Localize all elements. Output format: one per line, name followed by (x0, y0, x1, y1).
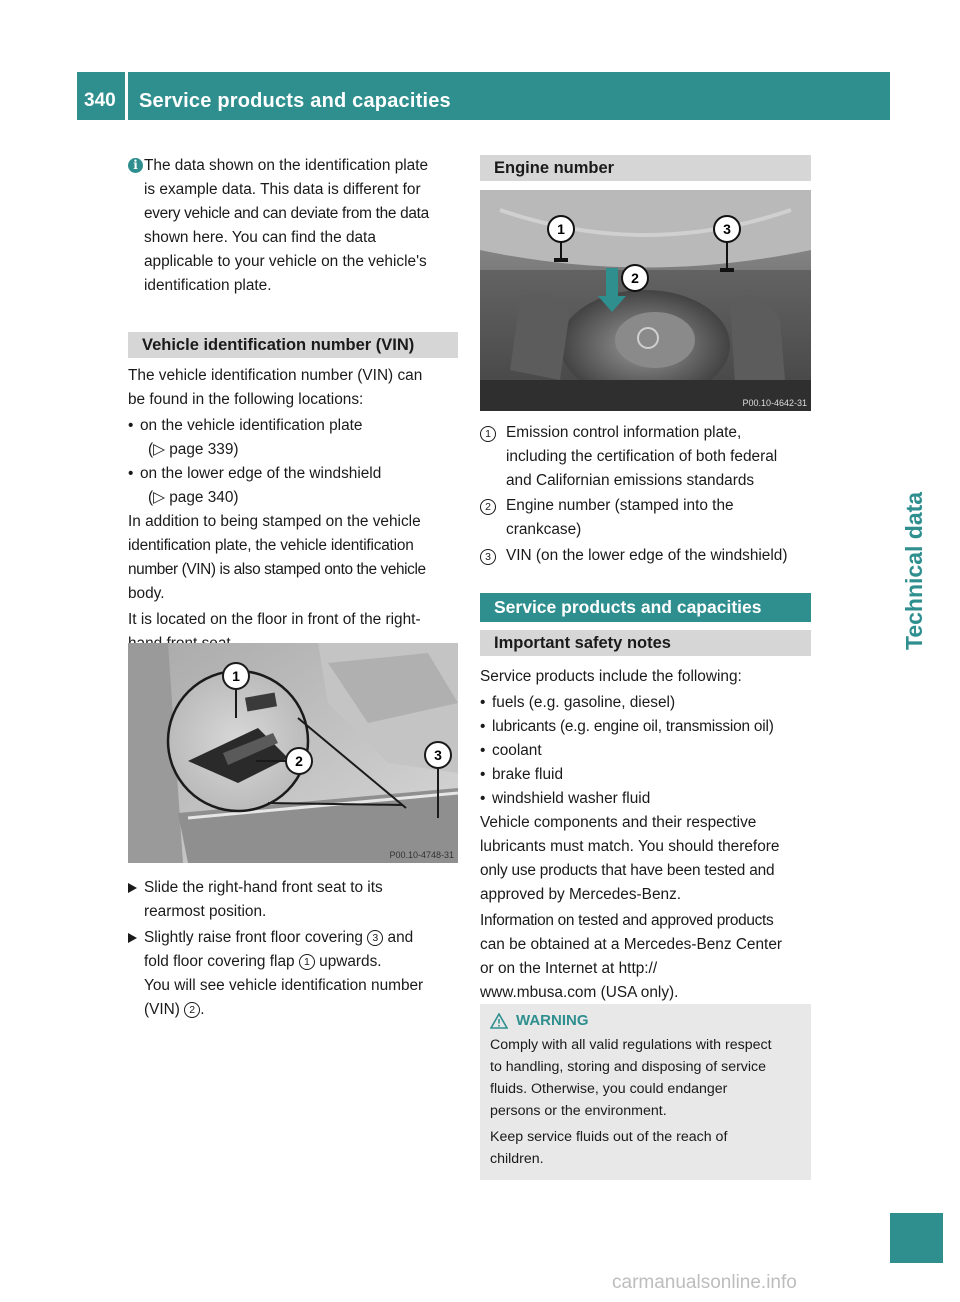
text-line: persons or the environment. (490, 1103, 667, 1119)
text-span: . (200, 1001, 205, 1018)
warning-box (480, 1004, 811, 1180)
warning-paragraph (490, 1034, 801, 1122)
components-text (480, 811, 815, 907)
service-products-text (480, 665, 815, 1005)
vin-floor-photo (128, 643, 458, 863)
location-list (128, 414, 462, 510)
text-line: Information on tested and approved products (480, 912, 774, 929)
warning-title: WARNING (516, 1012, 589, 1029)
info-line: shown here. You can find the data (144, 229, 376, 246)
text-line: VIN (on the lower edge of the windshield) (506, 547, 788, 564)
engine-number-heading: Engine number (480, 155, 811, 181)
side-tab-marker (890, 1213, 943, 1263)
page-title: Service products and capacities (139, 90, 451, 112)
info-note (128, 154, 462, 298)
section-heading: Service products and capacities (480, 593, 811, 622)
approved-info-text (480, 909, 815, 1005)
legend-item (480, 494, 815, 542)
text-line: Emission control information plate, (506, 424, 742, 441)
list-item: • on the lower edge of the windshield (128, 462, 462, 486)
text-line: In addition to being stamped on the vehicle (128, 513, 421, 530)
text-span: (VIN) (144, 1001, 185, 1018)
list-item: • on the vehicle identification plate (128, 414, 462, 438)
text-line: including the certification of both federal (506, 448, 778, 465)
text-line: lubricants must match. You should therefore (480, 838, 780, 855)
step-arrow-icon (128, 883, 137, 893)
list-item: • brake fluid (480, 763, 815, 787)
left-column (128, 154, 462, 656)
callout-1: 1 (557, 221, 565, 237)
text-line: www.mbusa.com (USA only). (480, 984, 679, 1001)
legend-item (480, 544, 815, 568)
legend-item (480, 421, 815, 493)
text-line: Engine number (stamped into the (506, 497, 734, 514)
products-list (480, 691, 815, 811)
text-line: be found in the following locations: (128, 391, 364, 408)
info-icon: i (128, 158, 143, 173)
text-line: and Californian emissions standards (506, 472, 755, 489)
left-steps (128, 876, 462, 1022)
footer-watermark: carmanualsonline.info (612, 1272, 797, 1293)
info-line: applicable to your vehicle on the vehicle's (144, 253, 427, 270)
legend-marker: 3 (480, 549, 496, 565)
engine-bay-photo (480, 190, 811, 411)
text-line: or on the Internet at http:// (480, 960, 658, 977)
list-item: • windshield washer fluid (480, 787, 815, 811)
vin-intro (128, 364, 462, 412)
text-line: Service products include the following: (480, 668, 742, 685)
text-span: and (383, 929, 414, 946)
info-line: every vehicle and can deviate from the data (144, 205, 429, 222)
text-line: Slide the right-hand front seat to its (144, 879, 383, 896)
warning-triangle-icon (490, 1013, 508, 1029)
side-tab-label (893, 90, 933, 650)
marker-1: 1 (299, 954, 315, 970)
step-item (128, 876, 462, 924)
text-line: Vehicle components and their respective (480, 814, 757, 831)
vin-heading: Vehicle identification number (VIN) (128, 332, 458, 358)
page-ref-link[interactable]: (▷ page 340) (148, 489, 239, 506)
info-line: is example data. This data is different for (144, 181, 421, 198)
callout-2: 2 (295, 753, 303, 769)
text-line: only use products that have been tested and (480, 862, 775, 879)
page-number: 340 (84, 90, 116, 111)
info-line: identification plate. (144, 277, 272, 294)
text-line (144, 950, 462, 974)
info-line: The data shown on the identification plate (144, 157, 429, 174)
header-divider (125, 72, 128, 120)
photo-code: P00.10-4748-31 (389, 850, 454, 860)
warning-paragraph (490, 1126, 801, 1170)
engine-legend (480, 421, 815, 568)
text-line: can be obtained at a Mercedes-Benz Center (480, 936, 783, 953)
side-tab-text: Technical data (901, 491, 927, 650)
text-span: fold floor covering flap (144, 953, 299, 970)
marker-3: 3 (367, 930, 383, 946)
stamped-text (128, 510, 462, 606)
page-ref-link[interactable]: (▷ page 339) (148, 441, 239, 458)
callout-1: 1 (232, 668, 240, 684)
safety-notes-heading: Important safety notes (480, 630, 811, 656)
text-span: upwards. (314, 953, 382, 970)
legend-marker: 1 (480, 426, 496, 442)
text-line: It is located on the floor in front of the right- (128, 611, 421, 628)
warning-header (490, 1010, 801, 1032)
text-line (144, 998, 462, 1022)
text-line: The vehicle identification number (VIN) can (128, 367, 423, 384)
photo-code: P00.10-4642-31 (742, 398, 807, 408)
text-line: rearmost position. (144, 903, 267, 920)
text-span: Slightly raise front floor covering (144, 929, 368, 946)
text-line: number (VIN) is also stamped onto the vehicle (128, 561, 426, 578)
text-line: fluids. Otherwise, you could endanger (490, 1081, 728, 1097)
text-line: children. (490, 1151, 544, 1167)
text-line: You will see vehicle identification number (144, 977, 424, 994)
list-item: • fuels (e.g. gasoline, diesel) (480, 691, 815, 715)
text-line: crankcase) (506, 521, 582, 538)
callout-2: 2 (631, 270, 639, 286)
step-item (128, 926, 462, 1022)
text-line (144, 926, 462, 950)
text-line: Comply with all valid regulations with respect (490, 1037, 772, 1053)
callout-3: 3 (434, 747, 442, 763)
text-line: to handling, storing and disposing of service (490, 1059, 767, 1075)
text-line: approved by Mercedes-Benz. (480, 886, 682, 903)
text-line: identification plate, the vehicle identification (128, 537, 414, 554)
callout-3: 3 (723, 221, 731, 237)
list-item: • coolant (480, 739, 815, 763)
step-arrow-icon (128, 933, 137, 943)
marker-2: 2 (184, 1002, 200, 1018)
legend-marker: 2 (480, 499, 496, 515)
text-line: body. (128, 585, 165, 602)
text-line: Keep service fluids out of the reach of (490, 1129, 728, 1145)
list-item: • lubricants (e.g. engine oil, transmission oil) (480, 715, 815, 739)
